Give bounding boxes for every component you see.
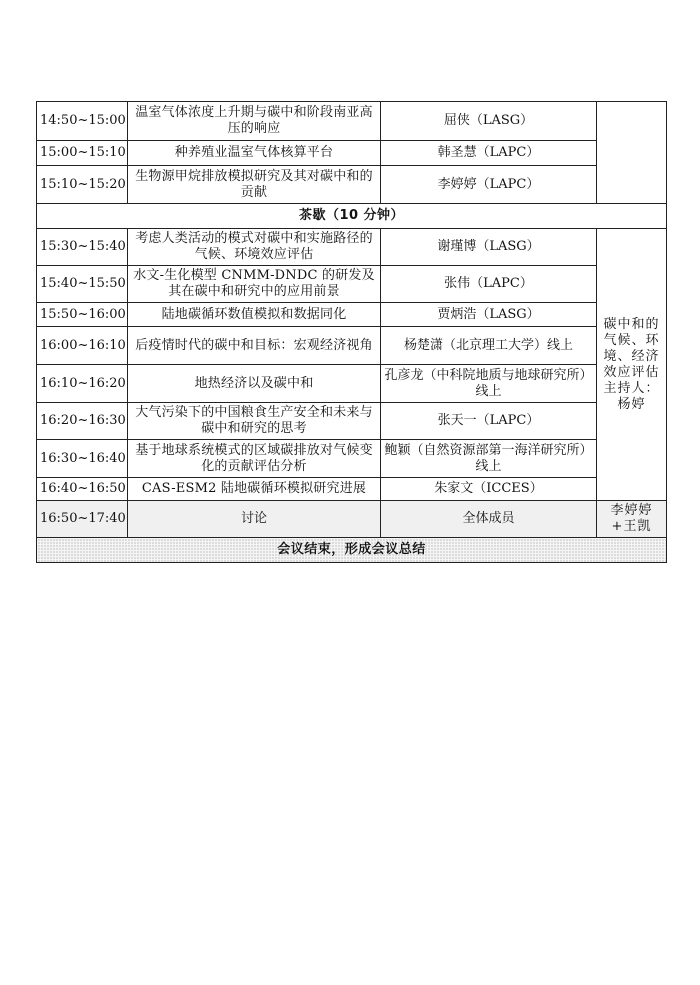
tea-break-cell: 茶歇（10 分钟） [37,204,667,229]
topic-cell: 种养殖业温室气体核算平台 [128,141,381,166]
topic-cell: 讨论 [128,501,381,538]
topic-cell: 大气污染下的中国粮食生产安全和未来与碳中和研究的思考 [128,403,381,440]
table-row [37,478,667,501]
time-cell: 16:50~17:40 [37,501,128,538]
speaker-cell: 李婷婷（LAPC） [381,166,597,204]
speaker-cell: 谢瑾博（LASG） [381,229,597,266]
time-cell: 15:40~15:50 [37,266,128,303]
topic-cell: 考虑人类活动的模式对碳中和实施路径的气候、环境效应评估 [128,229,381,266]
table-row [37,403,667,440]
speaker-cell: 鲍颖（自然资源部第一海洋研究所）线上 [381,440,597,478]
time-cell: 15:30~15:40 [37,229,128,266]
closing-cell: 会议结束，形成会议总结 [37,538,667,563]
topic-cell: 生物源甲烷排放模拟研究及其对碳中和的贡献 [128,166,381,204]
time-cell: 16:10~16:20 [37,365,128,403]
time-cell: 15:50~16:00 [37,303,128,327]
speaker-cell: 杨楚潇（北京理工大学）线上 [381,327,597,365]
speaker-cell: 孔彦龙（中科院地质与地球研究所）线上 [381,365,597,403]
speaker-cell: 张天一（LAPC） [381,403,597,440]
table-row [37,327,667,365]
table-row [37,303,667,327]
discussion-row [37,501,667,538]
time-cell: 16:00~16:10 [37,327,128,365]
topic-cell: 基于地球系统模式的区域碳排放对气候变化的贡献评估分析 [128,440,381,478]
topic-cell: 水文-生化模型 CNMM-DNDC 的研发及其在碳中和研究中的应用前景 [128,266,381,303]
discussion-host-cell: 李婷婷+王凯 [597,501,667,538]
table-row [37,440,667,478]
session-host-cell: 碳中和的气候、环境、经济效应评估主持人：杨婷 [597,229,667,501]
time-cell: 15:10~15:20 [37,166,128,204]
topic-cell: 后疫情时代的碳中和目标：宏观经济视角 [128,327,381,365]
table-row [37,266,667,303]
speaker-cell: 张伟（LAPC） [381,266,597,303]
table-row [37,102,667,141]
topic-cell: CAS-ESM2 陆地碳循环模拟研究进展 [128,478,381,501]
closing-row [37,538,667,563]
table-row [37,365,667,403]
table-row [37,141,667,166]
speaker-cell: 朱家文（ICCES） [381,478,597,501]
time-cell: 15:00~15:10 [37,141,128,166]
speaker-cell: 韩圣慧（LAPC） [381,141,597,166]
host-cell-empty [597,102,667,204]
speaker-cell: 全体成员 [381,501,597,538]
table-row [37,229,667,266]
time-cell: 16:20~16:30 [37,403,128,440]
topic-cell: 温室气体浓度上升期与碳中和阶段南亚高压的响应 [128,102,381,141]
speaker-cell: 屈侠（LASG） [381,102,597,141]
time-cell: 16:30~16:40 [37,440,128,478]
table-row [37,166,667,204]
tea-break-row [37,204,667,229]
topic-cell: 地热经济以及碳中和 [128,365,381,403]
topic-cell: 陆地碳循环数值模拟和数据同化 [128,303,381,327]
speaker-cell: 贾炳浩（LASG） [381,303,597,327]
schedule-table [36,101,667,563]
time-cell: 16:40~16:50 [37,478,128,501]
time-cell: 14:50~15:00 [37,102,128,141]
